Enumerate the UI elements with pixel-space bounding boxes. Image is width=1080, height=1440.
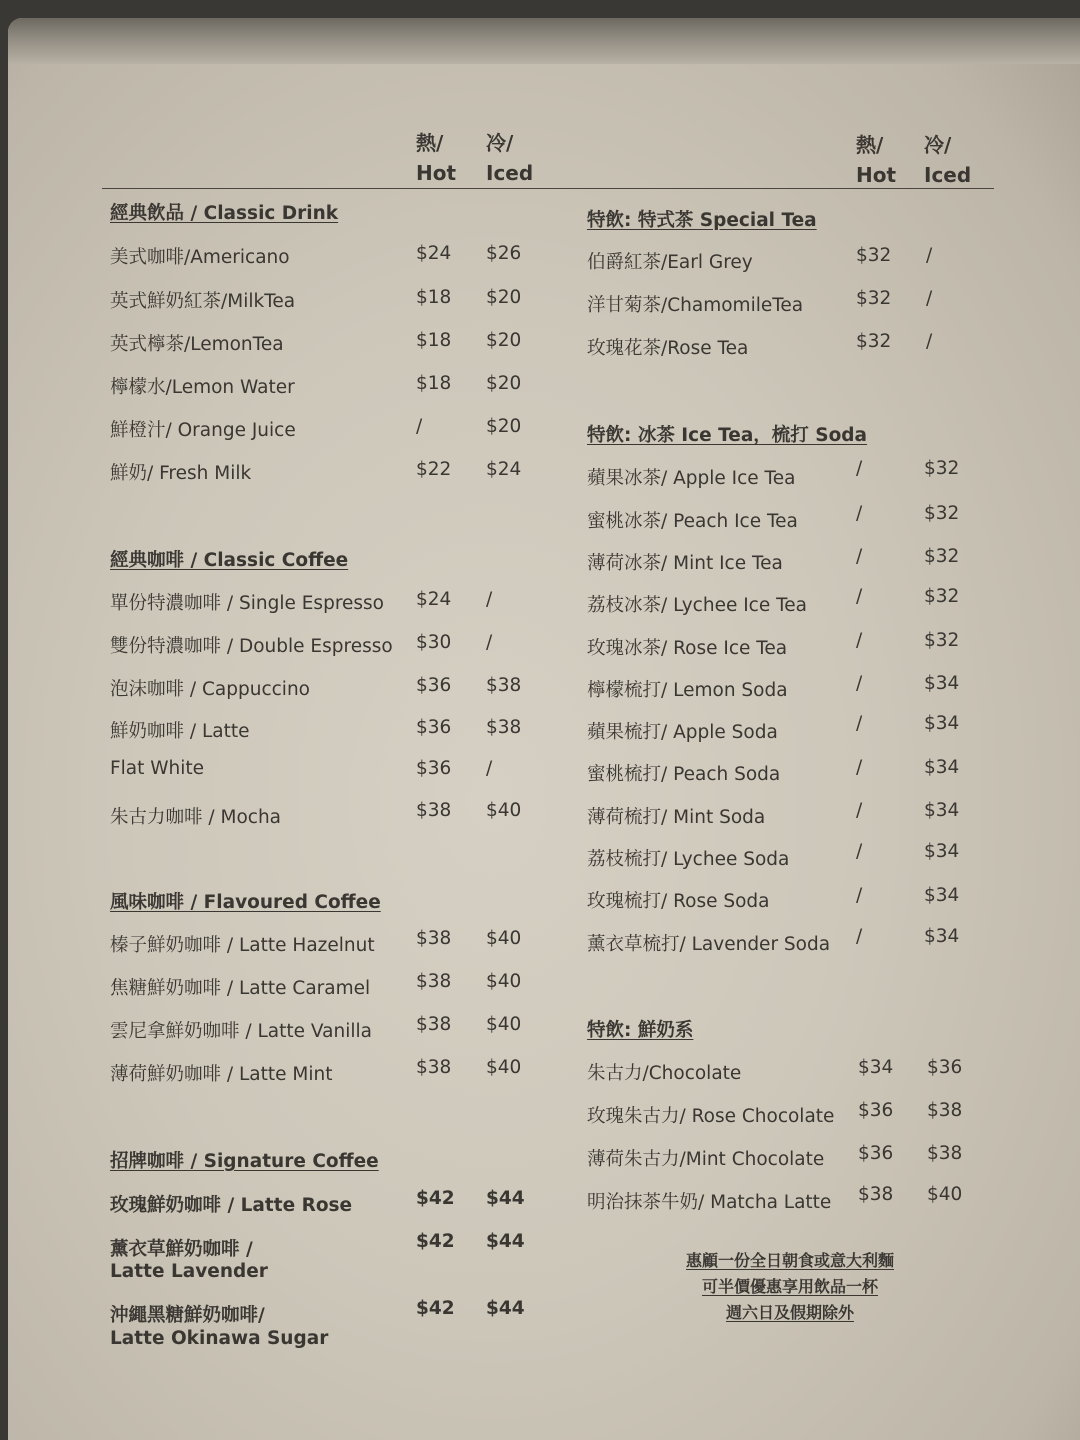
- promo-note-line2: 可半價優惠享用飲品一杯: [701, 1277, 878, 1296]
- menu-item-name: 鮮奶咖啡 / Latte: [110, 721, 250, 742]
- price-iced: $40: [486, 971, 522, 992]
- right-hot-zh: 熱/: [856, 133, 884, 157]
- left-iced-zh: 冷/: [486, 131, 514, 155]
- price-iced: /: [486, 589, 493, 610]
- menu-item-name: 蘋果梳打/ Apple Soda: [587, 722, 778, 743]
- right-iced-zh: 冷/: [924, 133, 952, 157]
- paper-fold: [8, 18, 1080, 64]
- price-iced: /: [486, 758, 493, 779]
- menu-item-name-en: Latte Okinawa Sugar: [110, 1328, 329, 1349]
- menu-item-name: 薄荷朱古力/Mint Chocolate: [587, 1149, 825, 1170]
- menu-item-name: 薄荷鮮奶咖啡 / Latte Mint: [110, 1064, 333, 1085]
- price-hot: $30: [416, 632, 452, 653]
- price-iced: $20: [486, 416, 522, 437]
- menu-item-name: 英式檸茶/LemonTea: [110, 334, 284, 355]
- price-iced: $32: [924, 586, 960, 607]
- price-iced: $40: [486, 1014, 522, 1035]
- price-iced: $32: [924, 458, 960, 479]
- price-iced: $36: [927, 1057, 963, 1078]
- menu-item-name: 雲尼拿鮮奶咖啡 / Latte Vanilla: [110, 1021, 372, 1042]
- price-hot: $38: [416, 971, 452, 992]
- menu-item-name: 美式咖啡/Americano: [110, 247, 290, 268]
- price-hot: $38: [858, 1184, 894, 1205]
- menu-item-name: 明治抹茶牛奶/ Matcha Latte: [587, 1192, 832, 1213]
- price-iced: $32: [924, 546, 960, 567]
- price-iced: /: [926, 245, 933, 266]
- price-iced: $44: [486, 1231, 525, 1252]
- menu-item-name: 檸檬水/Lemon Water: [110, 377, 295, 398]
- price-iced: $40: [927, 1184, 963, 1205]
- price-hot: $34: [858, 1057, 894, 1078]
- price-iced: $34: [924, 885, 960, 906]
- price-hot: $18: [416, 287, 452, 308]
- menu-item-name: 薰衣草梳打/ Lavender Soda: [587, 934, 831, 955]
- right-iced-header: [924, 130, 971, 190]
- menu-item-name: 單份特濃咖啡 / Single Espresso: [110, 593, 384, 614]
- price-hot: $36: [858, 1100, 894, 1121]
- price-hot: $38: [416, 800, 452, 821]
- menu-item-name: 荔枝梳打/ Lychee Soda: [587, 849, 790, 870]
- price-iced: $40: [486, 928, 522, 949]
- menu-item-name: 焦糖鮮奶咖啡 / Latte Caramel: [110, 978, 371, 999]
- price-hot: $22: [416, 459, 452, 480]
- menu-item-name-zh: 沖繩黑糖鮮奶咖啡/: [110, 1305, 265, 1326]
- left-iced-header: [486, 128, 533, 188]
- menu-item-name: 洋甘菊茶/ChamomileTea: [587, 295, 804, 316]
- price-iced: $34: [924, 673, 960, 694]
- menu-item-name: 玫瑰冰茶/ Rose Ice Tea: [587, 638, 788, 659]
- menu-item-name: 伯爵紅茶/Earl Grey: [587, 252, 753, 273]
- price-hot: /: [856, 546, 863, 567]
- menu-item-name: 朱古力咖啡 / Mocha: [110, 807, 282, 828]
- price-iced: $44: [486, 1298, 525, 1319]
- left-hot-en: Hot: [416, 161, 457, 185]
- price-iced: $38: [927, 1100, 963, 1121]
- price-hot: /: [856, 885, 863, 906]
- menu-item-name-zh: 薰衣草鮮奶咖啡 /: [110, 1239, 253, 1260]
- price-iced: /: [926, 288, 933, 309]
- price-hot: $42: [416, 1231, 455, 1252]
- menu-item-name: 玫瑰朱古力/ Rose Chocolate: [587, 1106, 835, 1127]
- price-hot: $36: [416, 675, 452, 696]
- price-iced: /: [486, 632, 493, 653]
- menu-item-name: 鮮橙汁/ Orange Juice: [110, 420, 296, 441]
- price-iced: /: [926, 331, 933, 352]
- section-title-fresh-milk: 特飲: 鮮奶系: [587, 1020, 694, 1041]
- price-iced: $34: [924, 841, 960, 862]
- price-iced: $40: [486, 1057, 522, 1078]
- menu-item-name-en: Latte Lavender: [110, 1261, 268, 1282]
- section-title-classic-drink: 經典飲品 / Classic Drink: [110, 203, 339, 224]
- price-iced: $34: [924, 800, 960, 821]
- menu-item-name: 檸檬梳打/ Lemon Soda: [587, 680, 788, 701]
- menu-item-name: 玫瑰梳打/ Rose Soda: [587, 891, 770, 912]
- right-iced-en: Iced: [924, 163, 972, 187]
- menu-item-name: 蜜桃梳打/ Peach Soda: [587, 764, 781, 785]
- menu-item-name: 薄荷冰茶/ Mint Ice Tea: [587, 553, 783, 574]
- price-hot: $32: [856, 288, 892, 309]
- price-iced: $20: [486, 287, 522, 308]
- price-hot: $38: [416, 1014, 452, 1035]
- price-hot: /: [416, 416, 423, 437]
- menu-item-name: 榛子鮮奶咖啡 / Latte Hazelnut: [110, 935, 375, 956]
- price-iced: $32: [924, 503, 960, 524]
- price-hot: /: [856, 926, 863, 947]
- section-title-classic-coffee: 經典咖啡 / Classic Coffee: [110, 550, 349, 571]
- promo-note: [650, 1248, 930, 1326]
- price-hot: $24: [416, 243, 452, 264]
- price-iced: $34: [924, 713, 960, 734]
- price-iced: $34: [924, 926, 960, 947]
- menu-item-name: 泡沫咖啡 / Cappuccino: [110, 679, 310, 700]
- promo-note-line1: 惠顧一份全日朝食或意大利麵: [685, 1251, 894, 1270]
- price-hot: $36: [858, 1143, 894, 1164]
- price-iced: $38: [486, 717, 522, 738]
- price-hot: $38: [416, 1057, 452, 1078]
- price-hot: $18: [416, 373, 452, 394]
- section-title-ice-tea-soda: 特飲: 冰茶 Ice Tea，梳打 Soda: [587, 425, 868, 446]
- price-hot: $36: [416, 717, 452, 738]
- price-iced: $38: [486, 675, 522, 696]
- price-hot: /: [856, 713, 863, 734]
- price-hot: $36: [416, 758, 452, 779]
- promo-note-line3: 週六日及假期除外: [725, 1303, 854, 1322]
- left-hot-header: [416, 128, 456, 188]
- price-hot: $32: [856, 245, 892, 266]
- menu-item-name: Flat White: [110, 758, 205, 779]
- menu-item-name: 薄荷梳打/ Mint Soda: [587, 807, 766, 828]
- menu-item-name: 朱古力/Chocolate: [587, 1063, 742, 1084]
- price-hot: $42: [416, 1298, 455, 1319]
- price-hot: /: [856, 800, 863, 821]
- price-hot: /: [856, 757, 863, 778]
- price-hot: $24: [416, 589, 452, 610]
- price-hot: $18: [416, 330, 452, 351]
- price-iced: $32: [924, 630, 960, 651]
- price-hot: $42: [416, 1188, 455, 1209]
- section-title-flavoured-coffee: 風味咖啡 / Flavoured Coffee: [110, 892, 381, 913]
- price-hot: $32: [856, 331, 892, 352]
- right-hot-header: [856, 130, 896, 190]
- price-hot: /: [856, 586, 863, 607]
- price-iced: $34: [924, 757, 960, 778]
- price-iced: $24: [486, 459, 522, 480]
- price-iced: $44: [486, 1188, 525, 1209]
- price-hot: /: [856, 458, 863, 479]
- menu-item-name: 鮮奶/ Fresh Milk: [110, 463, 252, 484]
- menu-item-name: 蘋果冰茶/ Apple Ice Tea: [587, 468, 796, 489]
- price-hot: /: [856, 503, 863, 524]
- section-title-signature-coffee: 招牌咖啡 / Signature Coffee: [110, 1151, 379, 1172]
- price-iced: $20: [486, 373, 522, 394]
- menu-item-name: 玫瑰花茶/Rose Tea: [587, 338, 749, 359]
- menu-item-name: 玫瑰鮮奶咖啡 / Latte Rose: [110, 1195, 353, 1216]
- menu-item-name: 英式鮮奶紅茶/MilkTea: [110, 291, 296, 312]
- left-iced-en: Iced: [486, 161, 534, 185]
- price-iced: $38: [927, 1143, 963, 1164]
- menu-item-name: 雙份特濃咖啡 / Double Espresso: [110, 636, 393, 657]
- section-title-special-tea: 特飲: 特式茶 Special Tea: [587, 210, 817, 231]
- price-hot: /: [856, 673, 863, 694]
- header-divider: [102, 188, 994, 189]
- price-iced: $20: [486, 330, 522, 351]
- menu-item-name: 蜜桃冰茶/ Peach Ice Tea: [587, 511, 798, 532]
- right-hot-en: Hot: [856, 163, 897, 187]
- price-iced: $40: [486, 800, 522, 821]
- price-iced: $26: [486, 243, 522, 264]
- price-hot: $38: [416, 928, 452, 949]
- price-hot: /: [856, 630, 863, 651]
- left-hot-zh: 熱/: [416, 131, 444, 155]
- menu-item-name: 荔枝冰茶/ Lychee Ice Tea: [587, 595, 807, 616]
- price-hot: /: [856, 841, 863, 862]
